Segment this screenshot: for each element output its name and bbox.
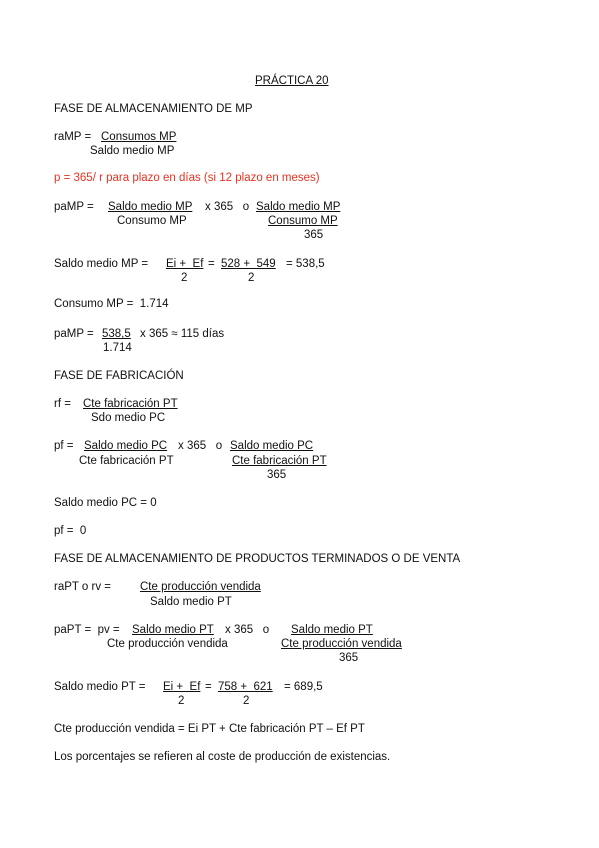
papt-numerator-2: Saldo medio PT [291,624,373,636]
pf-times: x 365 o [178,440,223,452]
section-heading-mp: FASE DE ALMACENAMIENTO DE MP [54,103,253,115]
pamp-numerator-1: Saldo medio MP [108,201,193,213]
rapt-denominator: Saldo medio PT [150,596,232,608]
papt-365: 365 [339,652,359,664]
saldo-mp-eq: = [208,258,215,270]
saldo-pt-frac1-num: Ei + Ef [163,681,201,693]
saldo-mp-lhs: Saldo medio MP = [54,258,149,270]
rf-denominator: Sdo medio PC [91,412,166,424]
consumo-mp: Consumo MP = 1.714 [54,298,169,310]
plazo-note: p = 365/ r para plazo en días (si 12 plazo en meses) [54,172,320,184]
rf-numerator: Cte fabricación PT [83,398,178,410]
pf-numerator-1: Saldo medio PC [84,440,168,452]
footnote: Los porcentajes se refieren al coste de producción de existencias. [54,751,391,763]
saldo-mp-frac1-num: Ei + Ef [166,258,204,270]
papt-denominator-2: Cte producción vendida [281,638,402,650]
pamp2-numerator: 538,5 [102,328,131,340]
pamp-times: x 365 o [205,201,250,213]
saldo-pt-eq: = [205,681,212,693]
pamp-denominator-2: Consumo MP [268,215,338,227]
pf-lhs: pf = [54,440,74,452]
ramp-lhs: raMP = [54,131,92,143]
section-heading-pt: FASE DE ALMACENAMIENTO DE PRODUCTOS TERMINADOS O DE VENTA [54,553,461,565]
saldo-medio-pc: Saldo medio PC = 0 [54,497,157,509]
pf-zero: pf = 0 [54,525,87,537]
saldo-mp-den1: 2 [181,272,188,284]
papt-numerator-1: Saldo medio PT [132,624,214,636]
pf-365: 365 [267,469,287,481]
saldo-mp-frac2-num: 528 + 549 [221,258,276,270]
section-heading-fab: FASE DE FABRICACIÓN [54,370,184,382]
rapt-numerator: Cte producción vendida [140,581,261,593]
saldo-pt-den2: 2 [243,695,250,707]
saldo-pt-den1: 2 [178,695,185,707]
papt-lhs: paPT = pv = [54,624,120,636]
page-title: PRÁCTICA 20 [255,75,329,87]
pamp-365: 365 [304,229,324,241]
pf-denominator-1: Cte fabricación PT [79,455,174,467]
saldo-pt-frac2-num: 758 + 621 [218,681,273,693]
rapt-lhs: raPT o rv = [54,581,111,593]
pamp-denominator-1: Consumo MP [117,215,187,227]
pamp2-rest: x 365 ≈ 115 días [140,328,225,340]
papt-times: x 365 o [225,624,270,636]
cte-produccion-formula: Cte producción vendida = Ei PT + Cte fabricación PT – Ef PT [54,723,365,735]
ramp-denominator: Saldo medio MP [90,145,175,157]
saldo-mp-den2: 2 [248,272,255,284]
pf-denominator-2: Cte fabricación PT [232,455,327,467]
rf-lhs: rf = [54,398,71,410]
saldo-pt-result: = 689,5 [284,681,323,693]
saldo-pt-lhs: Saldo medio PT = [54,681,146,693]
saldo-mp-result: = 538,5 [286,258,325,270]
pf-numerator-2: Saldo medio PC [230,440,314,452]
pamp-numerator-2: Saldo medio MP [256,201,341,213]
ramp-numerator: Consumos MP [101,131,177,143]
pamp2-denominator: 1.714 [103,342,132,354]
papt-denominator-1: Cte producción vendida [107,638,228,650]
pamp2-lhs: paMP = [54,328,94,340]
pamp-lhs: paMP = [54,201,94,213]
